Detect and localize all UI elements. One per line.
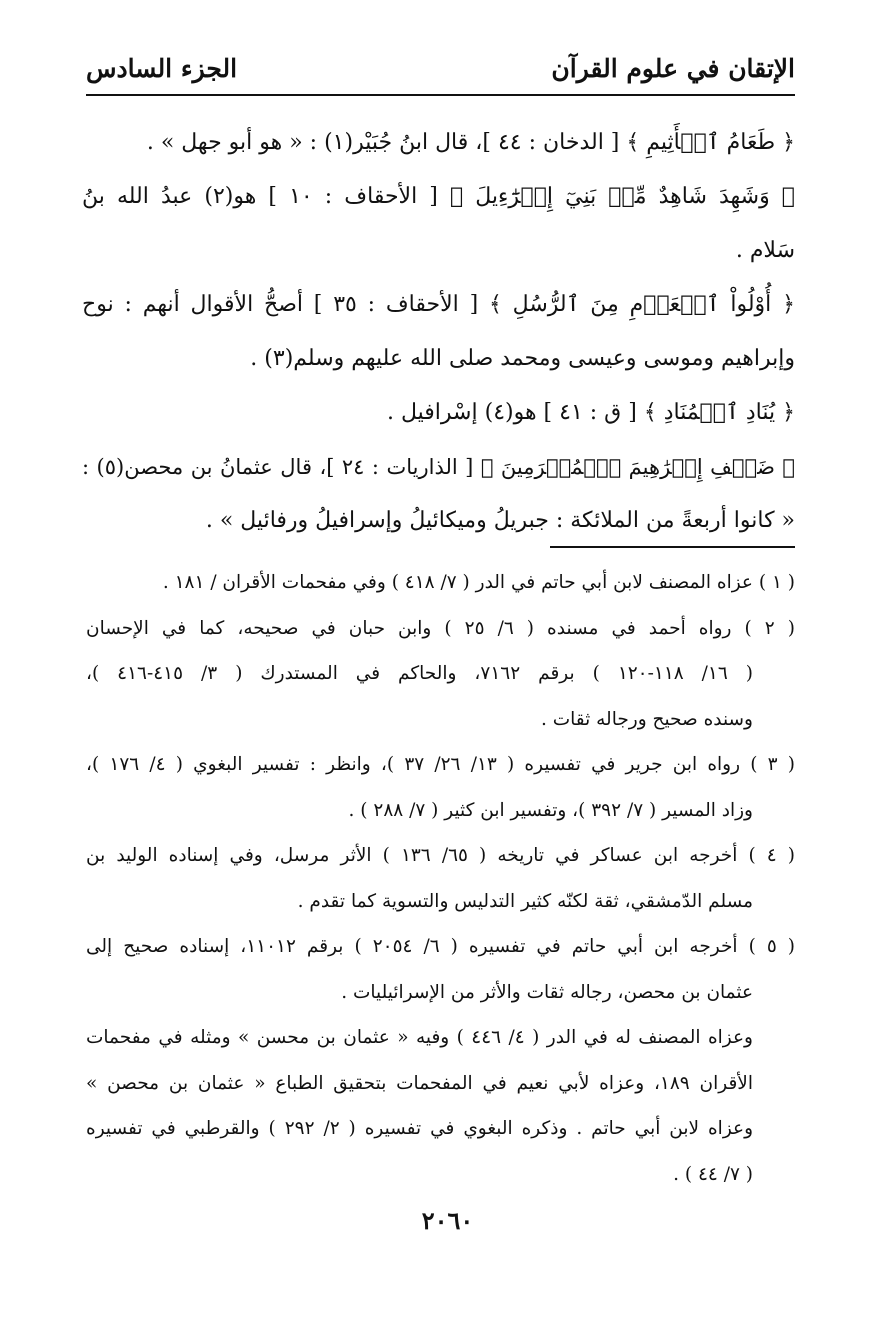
main-line: سَلام . bbox=[735, 238, 795, 263]
main-text bbox=[82, 116, 795, 548]
page-number: ٢٠٦٠ bbox=[421, 1206, 474, 1235]
main-line: ﴿ ضَيۡفِ إِبۡرَٰهِيمَ ٱلۡمُكۡرَمِينَ ﴾ [ الذاريات : ٢٤ ]، قال عثمانُ بن محصن(٥) : bbox=[82, 455, 795, 479]
main-line: ﴿ طَعَامُ ٱلۡأَثِيمِ ﴾ [ الدخان : ٤٤ ]، قال ابنُ جُبَيْر(١) : « هو أبو جهل » . bbox=[146, 130, 795, 155]
main-line: ﴿ وَشَهِدَ شَاهِدٌ مِّنۢ بَنِيٓ إِسۡرَٰٓءِيلَ ﴾ [ الأحقاف : ١٠ ] هو(٢) عبدُ الله بنُ bbox=[82, 184, 795, 209]
footnotes bbox=[86, 560, 795, 1197]
footnote-line: ( ١٦/ ١١٨-١٢٠ ) برقم ٧١٦٢، والحاكم في المستدرك ( ٣/ ٤١٥-٤١٦ )، bbox=[86, 663, 753, 684]
footnote-line: ( ٢ ) رواه أحمد في مسنده ( ٦/ ٢٥ ) وابن حبان في صحيحه، كما في الإحسان bbox=[86, 617, 795, 639]
footnote-line: وزاد المسير ( ٧/ ٣٩٢ )، وتفسير ابن كثير ( ٧/ ٢٨٨ ) . bbox=[348, 799, 753, 821]
main-line: ﴿ يُنَادِ ٱلۡمُنَادِ ﴾ [ ق : ٤١ ] هو(٤) إسْرافيل . bbox=[387, 400, 795, 425]
footnote-line: عثمان بن محصن، رجاله ثقات والأثر من الإسرائيليات . bbox=[341, 981, 753, 1003]
footnote-line: ( ٧/ ٤٤ ) . bbox=[673, 1163, 753, 1185]
footnote-line: ( ١ ) عزاه المصنف لابن أبي حاتم في الدر ( ٧/ ٤١٨ ) وفي مفحمات الأقران / ١٨١ . bbox=[162, 572, 795, 593]
main-line: « كانوا أربعةً من الملائكة : جبريلُ وميكائيلُ وإسرافيلُ ورفائيل » . bbox=[205, 508, 795, 533]
header-book-title: الإتقان في علوم القرآن bbox=[551, 54, 795, 83]
footnote-line: وسنده صحيح ورجاله ثقات . bbox=[540, 708, 753, 730]
main-line: ﴿ أُوْلُواْ ٱلۡعَزۡمِ مِنَ ٱلرُّسُلِ ﴾ [ الأحقاف : ٣٥ ] أصحُّ الأقوال أنهم : نوح bbox=[82, 292, 795, 317]
footnote-separator bbox=[550, 546, 795, 548]
main-line: وإبراهيم وموسى وعيسى ومحمد صلى الله عليهم وسلم(٣) . bbox=[250, 346, 795, 371]
footnote-line: مسلم الدّمشقي، ثقة لكنّه كثير التدليس والتسوية كما تقدم . bbox=[297, 890, 753, 912]
footnote-line: الأقران ١٨٩، وعزاه لأبي نعيم في المفحمات بتحقيق الطباع « عثمان بن محصن » bbox=[86, 1072, 753, 1094]
header-part-label: الجزء السادس bbox=[86, 54, 238, 83]
footnote-line: ( ٤ ) أخرجه ابن عساكر في تاريخه ( ٦٥/ ١٣٦ ) الأثر مرسل، وفي إسناده الوليد بن bbox=[86, 845, 795, 866]
footnote-line: ( ٥ ) أخرجه ابن أبي حاتم في تفسيره ( ٦/ ٢٠٥٤ ) برقم ١١٠١٢، إسناده صحيح إلى bbox=[86, 936, 795, 957]
footnote-line: وعزاه المصنف له في الدر ( ٤/ ٤٤٦ ) وفيه « عثمان بن محسن » ومثله في مفحمات bbox=[86, 1027, 753, 1048]
footnote-line: وعزاه لابن أبي حاتم . وذكره البغوي في تفسيره ( ٢/ ٢٩٢ ) والقرطبي في تفسيره bbox=[86, 1118, 754, 1139]
footnote-line: ( ٣ ) رواه ابن جرير في تفسيره ( ١٣/ ٢٦/ ٣٧ )، وانظر : تفسير البغوي ( ٤/ ١٧٦ )، bbox=[86, 754, 795, 775]
running-header bbox=[86, 50, 795, 96]
